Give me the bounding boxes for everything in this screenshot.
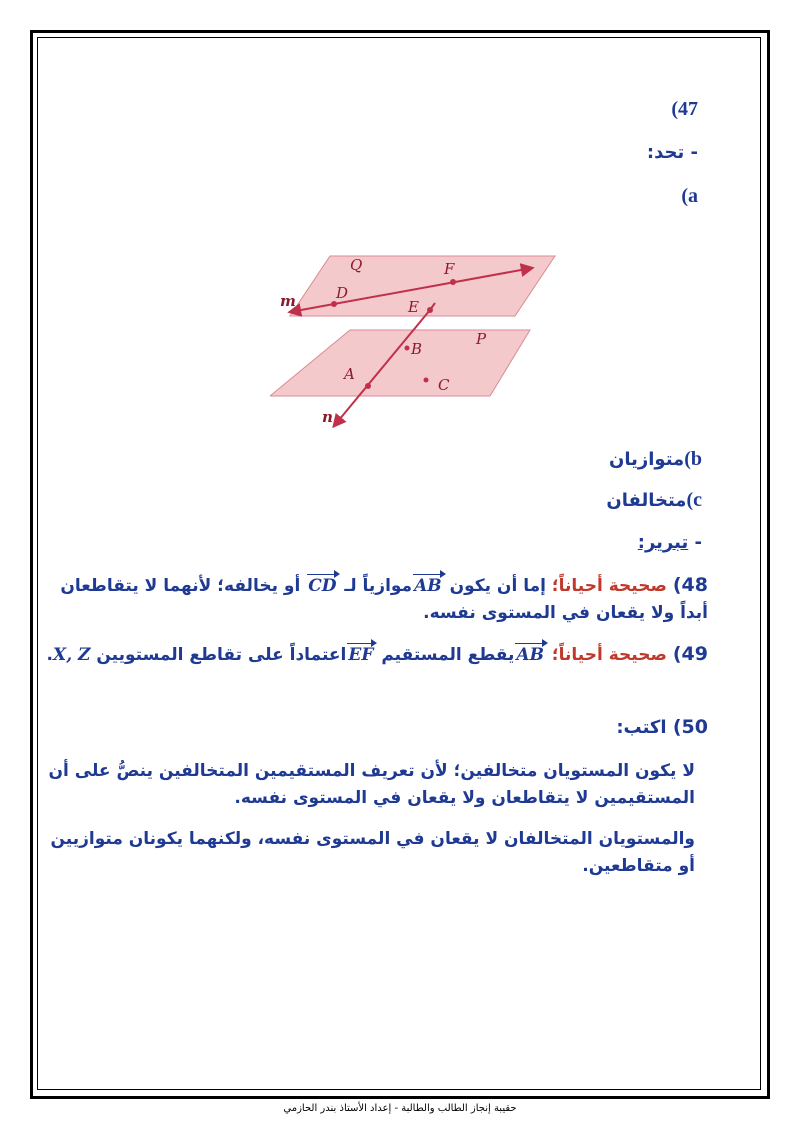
justify-label: تبرير:	[637, 532, 689, 553]
plane-q	[290, 256, 555, 316]
part-c	[606, 489, 702, 512]
q48-line2: أبداً ولا يقعان في المستوى نفسه.	[423, 603, 708, 623]
q49-text2: اعتماداً على تقاطع المستويين	[96, 645, 347, 665]
label-point-c: C	[438, 376, 450, 394]
q49-end: .	[46, 645, 54, 665]
part-b-text: متوازيان	[609, 449, 685, 470]
vector-ab-2: AB	[514, 642, 546, 668]
label-plane-q: Q	[350, 256, 363, 274]
label-point-a: A	[344, 365, 355, 383]
q49-verdict: صحيحة أحياناً؛	[551, 645, 667, 665]
q49-line	[46, 641, 708, 668]
label-point-f: F	[444, 260, 455, 278]
vector-cd: CD	[306, 573, 338, 599]
planes-figure	[270, 248, 570, 438]
point-f	[450, 279, 456, 285]
point-a	[365, 383, 371, 389]
q48-line1	[60, 572, 708, 599]
challenge-heading: - تحد:	[646, 142, 698, 163]
page-footer: حقيبة إنجاز الطالب والطالبة - إعداد الأستاذ بندر الحازمي	[283, 1103, 517, 1114]
part-c-text: متخالفان	[606, 490, 687, 511]
plane-p	[270, 330, 530, 396]
inner-border	[37, 37, 761, 1090]
q50-para1-line1: لا يكون المستويان متخالفين؛ لأن تعريف المستقيمين المتخالفين ينصُّ على أن	[48, 761, 695, 781]
q50-title: اكتب:	[616, 717, 667, 738]
q50-para2-line1: والمستويان المتخالفان لا يقعان في المستوى نفسه، ولكنهما يكونان متوازيين	[50, 829, 695, 849]
q48-text3: أو يخالفه؛ لأنهما لا يتقاطعان	[60, 576, 301, 596]
q50-heading	[616, 716, 708, 738]
label-line-m: m	[280, 292, 296, 310]
q49-text1: يقطع المستقيم	[381, 645, 515, 665]
point-b	[405, 346, 410, 351]
part-c-label: c)	[686, 489, 702, 511]
q50-number: 50)	[672, 716, 708, 738]
part-a-label: (a	[681, 185, 698, 207]
q50-para1-line2: المستقيمين لا يتقاطعان ولا يقعان في المستوى نفسه.	[234, 788, 695, 808]
vector-ab: AB	[412, 573, 444, 599]
q48-text1: إما أن يكون	[449, 576, 546, 596]
label-line-n: n	[322, 408, 333, 426]
vector-ef: EF	[346, 642, 375, 668]
q48-verdict: صحيحة أحياناً؛	[551, 576, 667, 596]
point-e	[427, 307, 433, 313]
point-c	[424, 378, 429, 383]
part-b-label: b)	[684, 448, 702, 470]
part-b	[609, 448, 702, 471]
label-point-b: B	[411, 340, 423, 358]
q47-number: (47	[671, 98, 698, 120]
label-plane-p: P	[476, 330, 487, 348]
q50-para2-line2: أو متقاطعين.	[582, 856, 695, 876]
justify-dash: -	[688, 532, 702, 553]
q49-number: 49)	[672, 643, 708, 665]
q48-number: 48)	[672, 574, 708, 596]
q48-text2: موازياً لـ	[344, 576, 413, 596]
label-point-d: D	[336, 284, 349, 302]
justify-heading	[638, 532, 702, 553]
label-point-e: E	[408, 298, 419, 316]
q49-vars: X, Z	[53, 645, 91, 665]
